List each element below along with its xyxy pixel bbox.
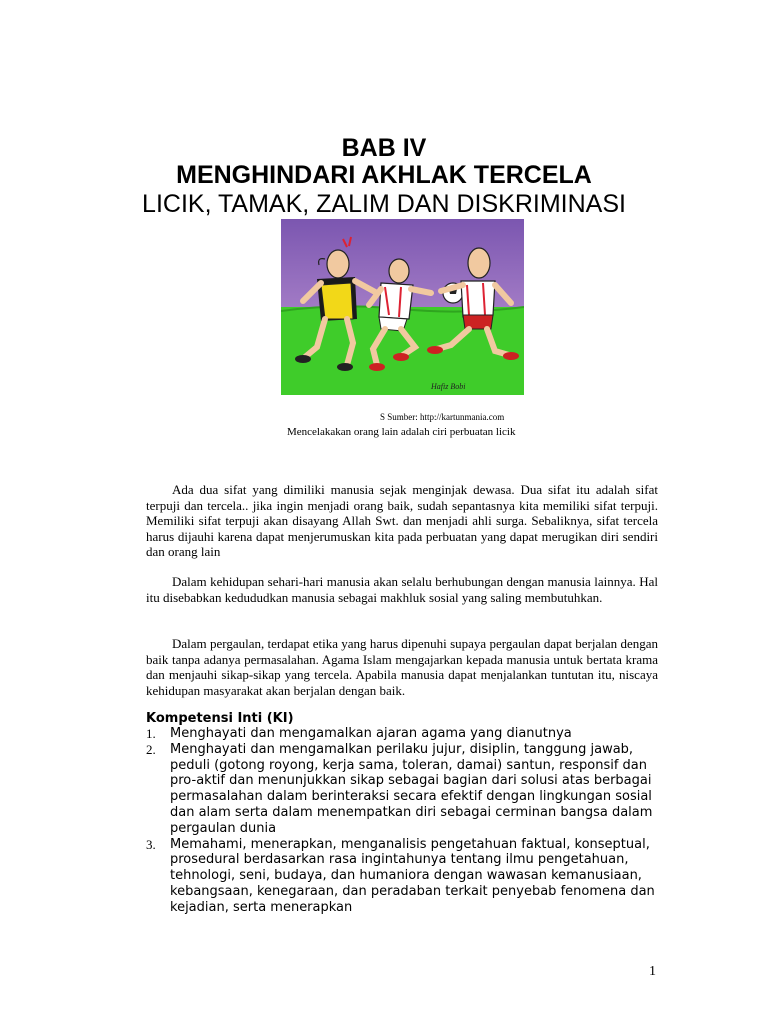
kompetensi-inti-heading: Kompetensi Inti (KI): [146, 711, 294, 726]
list-item: [146, 742, 666, 837]
figure-caption: Mencelakakan orang lain adalah ciri perbuatan licik: [287, 426, 516, 438]
list-number: 3.: [146, 836, 156, 852]
list-text: Menghayati dan mengamalkan perilaku jujur, disiplin, tanggung jawab, peduli (gotong royong, kerja sama, toleran, damai) santun, responsif dan pro-aktif dan menunjukkan sikap sebagai bagian dari solusi atas berbagai permasalahan dalam berinteraksi secara efektif dengan lingkungan sosial dan alam serta dalam menempatkan diri sebagai cerminan bangsa dalam pergaulan dunia: [170, 741, 653, 836]
page-number: 1: [649, 964, 656, 979]
list-text: Memahami, menerapkan, menganalisis pengetahuan faktual, konseptual, prosedural berdasarkan rasa ingintahunya tentang ilmu pengetahuan, tehnologi, seni, budaya, dan humaniora dengan wawasan kemanusiaan, kebangsaan, kenegaraan, dan peradaban terkait penyebab fenomena dan kejadian, serta menerapkan: [170, 836, 655, 915]
chapter-label: BAB IV: [341, 134, 427, 162]
paragraph-2: Dalam kehidupan sehari-hari manusia akan selalu berhubungan dengan manusia lainnya. Hal itu disebabkan kedududkan manusia sebagai makhluk sosial yang saling membutuhkan.: [146, 574, 658, 605]
list-text: Menghayati dan mengamalkan ajaran agama yang dianutnya: [170, 726, 572, 741]
cartoon-illustration: [281, 219, 524, 395]
list-item: [146, 726, 666, 742]
paragraph-3: Dalam pergaulan, terdapat etika yang harus dipenuhi supaya pergaulan dapat berjalan dengan baik tanpa adanya permasalahan. Agama Islam mengajarkan kepada manusia untuk bertata krama dan menjauhi sikap-sikap yang tercela. Apabila manusia dapat menjalankan tuntutan itu, niscaya kehidupan masyarakat akan berjalan dengan baik.: [146, 636, 658, 698]
chapter-subtitle: LICIK, TAMAK, ZALIM DAN DISKRIMINASI: [142, 190, 626, 218]
list-number: 2.: [146, 741, 156, 757]
list-item: [146, 837, 666, 916]
chapter-title: MENGHINDARI AKHLAK TERCELA: [176, 161, 592, 189]
paragraph-1: Ada dua sifat yang dimiliki manusia sejak menginjak dewasa. Dua sifat itu adalah sifat terpuji dan tercela.. jika ingin menjadi orang baik, sudah sepantasnya kita memiliki sifat terpuji. Memiliki sifat terpuji akan disayang Allah Swt. dan menjadi ahli surga. Sebaliknya, sifat tercela harus dijauhi karena dapat menjerumuskan kita pada perbuatan yang dapat merugikan diri sendiri dan orang lain: [146, 482, 658, 559]
soccer-cartoon: [281, 219, 524, 395]
list-number: 1.: [146, 726, 156, 741]
figure-source: S Sumber: http://kartunmania.com: [380, 412, 505, 422]
artist-signature: Hafiz Bobi: [431, 382, 466, 391]
kompetensi-inti-list: [146, 726, 666, 916]
